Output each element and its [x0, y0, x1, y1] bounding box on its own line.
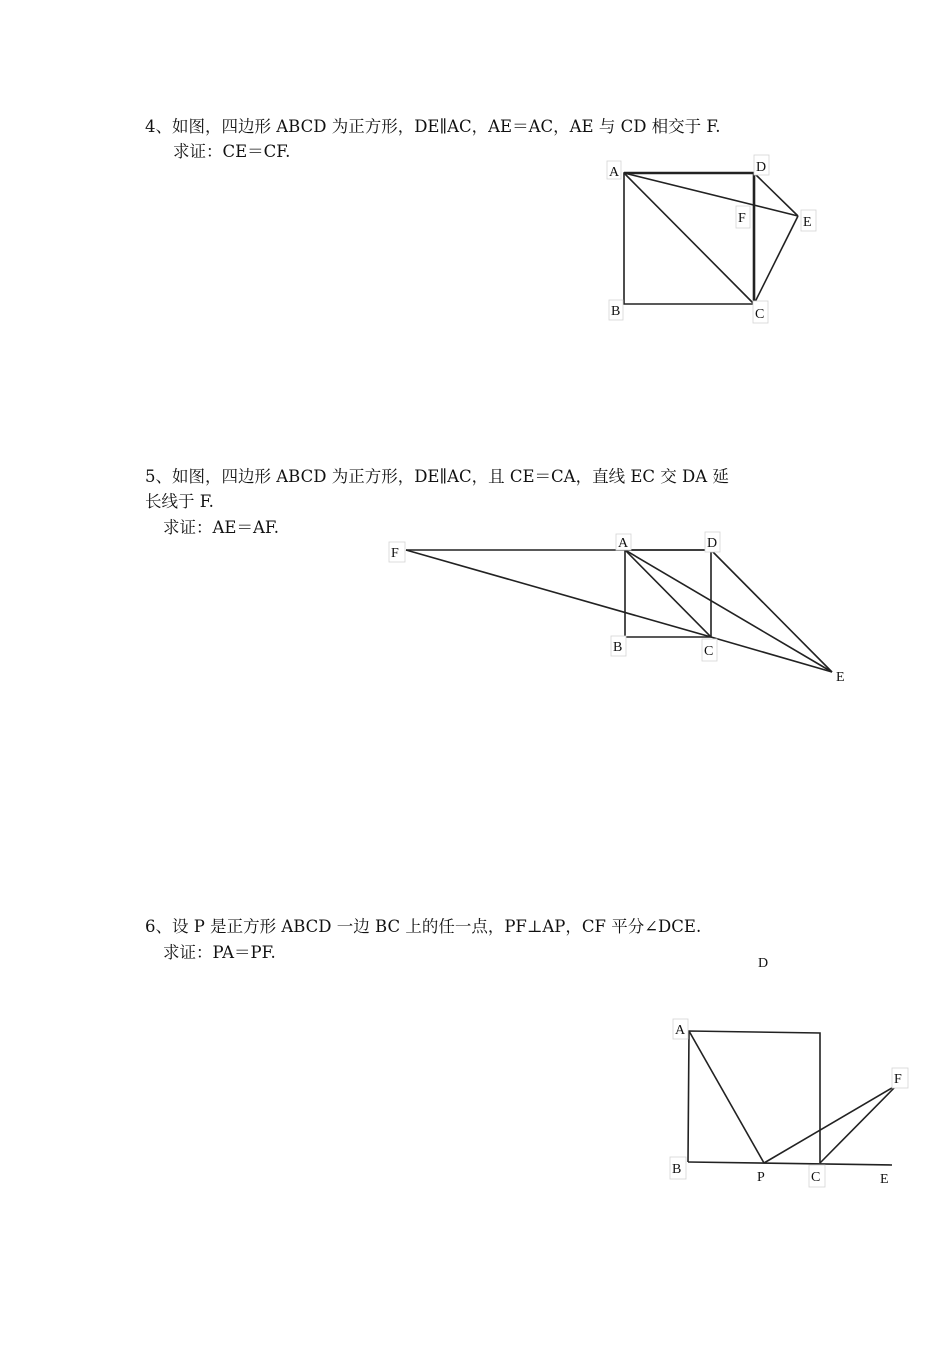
- label-b: [670, 1157, 686, 1179]
- label-c: [809, 1165, 825, 1187]
- label-e: E: [880, 1172, 889, 1187]
- problem-5-prove: 求证：AE＝AF.: [163, 518, 279, 537]
- problem-6-prove: 求证：PA＝PF.: [163, 943, 276, 962]
- segment-ae: [624, 173, 798, 216]
- segment-fc: [406, 550, 711, 637]
- problem-5-statement-line1: 5、如图，四边形 ABCD 为正方形，DE∥AC，且 CE＝CA，直线 EC 交 DA 延: [145, 467, 729, 486]
- label-d: [705, 532, 720, 552]
- segment-ce: [754, 216, 798, 304]
- svg-text:C: C: [704, 644, 714, 659]
- svg-text:B: B: [613, 640, 623, 655]
- svg-text:B: B: [672, 1162, 682, 1177]
- problem-4-figure: [600, 150, 840, 330]
- label-e: [801, 210, 816, 231]
- label-p: P: [757, 1170, 765, 1185]
- label-b: [611, 636, 626, 656]
- label-f: [892, 1068, 908, 1088]
- svg-text:F: F: [738, 211, 746, 226]
- svg-text:E: E: [803, 215, 812, 230]
- label-a: [616, 534, 631, 551]
- label-f: [736, 206, 750, 228]
- svg-text:F: F: [391, 546, 399, 561]
- label-c: [753, 301, 768, 323]
- svg-text:D: D: [756, 160, 767, 175]
- problem-6-figure: [660, 950, 920, 1195]
- segment-de: [754, 173, 798, 216]
- label-f: [389, 542, 405, 562]
- problem-5-figure: [385, 530, 855, 690]
- label-a: [673, 1019, 688, 1039]
- line-be: [688, 1162, 892, 1165]
- label-c: [702, 639, 717, 661]
- problem-4-statement: 4、如图，四边形 ABCD 为正方形，DE∥AC，AE＝AC，AE 与 CD 相交于 F.: [145, 117, 721, 136]
- label-d: D: [758, 956, 769, 971]
- svg-text:A: A: [675, 1023, 686, 1038]
- svg-text:B: B: [611, 304, 621, 319]
- problem-6-statement: 6、设 P 是正方形 ABCD 一边 BC 上的任一点，PF⊥AP，CF 平分∠DCE.: [145, 917, 702, 936]
- problem-4-prove: 求证：CE＝CF.: [173, 142, 291, 161]
- problem-5-statement-line2: 长线于 F.: [145, 492, 214, 511]
- segment-ap: [689, 1031, 764, 1163]
- label-b: [609, 300, 623, 320]
- svg-text:C: C: [811, 1170, 821, 1185]
- segment-ac: [624, 173, 754, 304]
- label-e: E: [836, 670, 845, 685]
- svg-text:A: A: [609, 165, 620, 180]
- square-abcd: [688, 1031, 820, 1163]
- svg-text:D: D: [707, 536, 718, 551]
- svg-text:C: C: [755, 307, 765, 322]
- svg-text:A: A: [618, 536, 629, 551]
- label-d: [754, 155, 769, 175]
- svg-text:F: F: [894, 1072, 902, 1087]
- label-a: [607, 161, 621, 180]
